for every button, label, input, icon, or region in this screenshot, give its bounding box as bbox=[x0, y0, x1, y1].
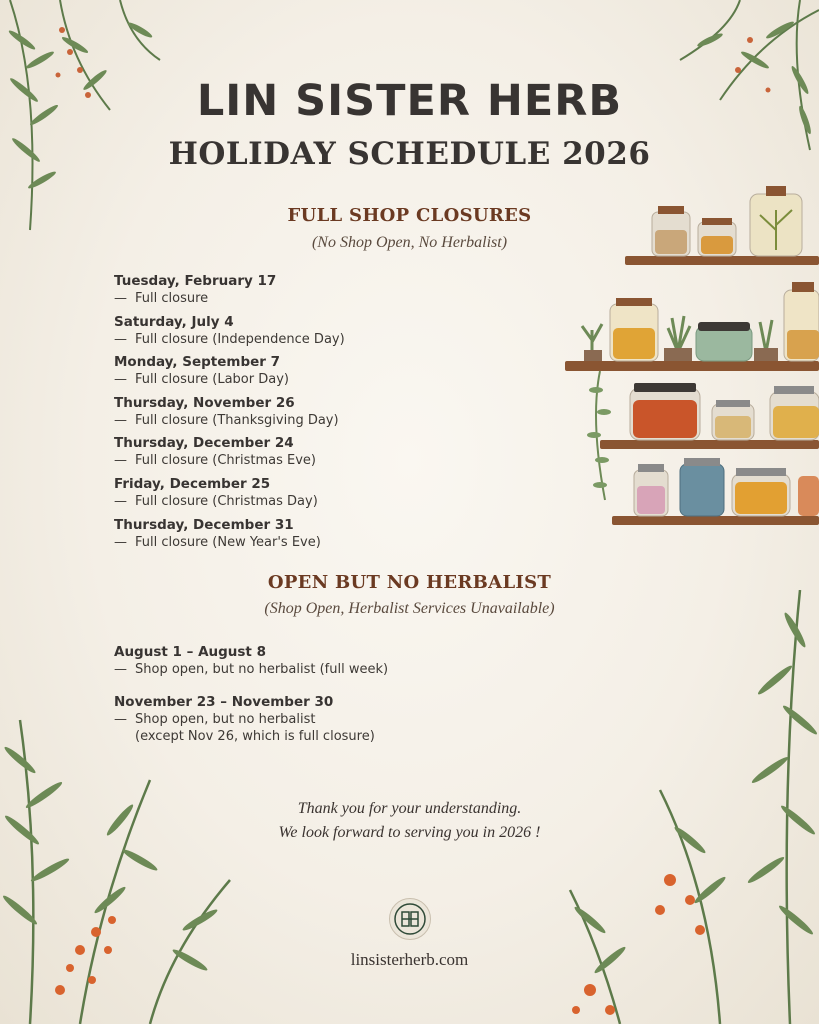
closure-description: Full closure bbox=[135, 291, 209, 306]
foliage-bottom-left-decoration bbox=[0, 700, 240, 1024]
closure-date: Saturday, July 4 bbox=[114, 314, 234, 330]
no-herbalist-entry bbox=[114, 693, 554, 745]
closure-entry bbox=[114, 516, 554, 551]
closure-description: Full closure (Labor Day) bbox=[135, 372, 289, 387]
closure-date: Friday, December 25 bbox=[114, 476, 271, 492]
no-herbalist-date: November 23 – November 30 bbox=[114, 694, 334, 710]
closure-entry bbox=[114, 434, 554, 469]
dash-marker: — bbox=[114, 372, 127, 387]
closure-date: Thursday, December 24 bbox=[114, 435, 294, 451]
dash-marker: — bbox=[114, 494, 127, 509]
closure-description: Full closure (Christmas Eve) bbox=[135, 453, 317, 468]
dash-marker: — bbox=[114, 453, 127, 468]
closure-date: Monday, September 7 bbox=[114, 354, 281, 370]
closure-entry bbox=[114, 394, 554, 429]
closure-entry bbox=[114, 353, 554, 388]
website-link[interactable]: linsisterherb.com bbox=[350, 950, 469, 969]
closure-description: Full closure (New Year's Eve) bbox=[135, 535, 321, 550]
shop-logo-icon bbox=[389, 898, 431, 940]
no-herbalist-note: (except Nov 26, which is full closure) bbox=[135, 729, 375, 744]
dash-marker: — bbox=[114, 332, 127, 347]
dash-marker: — bbox=[114, 413, 127, 428]
shop-name-title: LIN SISTER HERB bbox=[196, 76, 623, 126]
no-herbalist-date: August 1 – August 8 bbox=[114, 644, 266, 660]
closure-date: Tuesday, February 17 bbox=[114, 273, 277, 289]
dash-marker: — bbox=[114, 535, 127, 550]
thank-you-line: Thank you for your understanding. bbox=[297, 800, 522, 817]
closure-description: Full closure (Thanksgiving Day) bbox=[135, 413, 339, 428]
closure-date: Thursday, November 26 bbox=[114, 395, 295, 411]
no-herbalist-heading: OPEN BUT NO HERBALIST bbox=[267, 572, 552, 593]
closure-entry bbox=[114, 475, 554, 510]
closure-entry bbox=[114, 272, 554, 307]
no-herbalist-description: Shop open, but no herbalist bbox=[135, 712, 316, 727]
dash-marker: — bbox=[114, 291, 127, 306]
full-closures-heading: FULL SHOP CLOSURES bbox=[287, 205, 532, 226]
dash-marker: — bbox=[114, 712, 127, 727]
closure-date: Thursday, December 31 bbox=[114, 517, 294, 533]
full-closures-subheading: (No Shop Open, No Herbalist) bbox=[311, 234, 508, 251]
dash-marker: — bbox=[114, 662, 127, 677]
no-herbalist-entry bbox=[114, 643, 554, 678]
look-forward-line: We look forward to serving you in 2026 ! bbox=[278, 824, 541, 841]
closure-entry bbox=[114, 313, 554, 348]
closure-description: Full closure (Independence Day) bbox=[135, 332, 345, 347]
schedule-title: HOLIDAY SCHEDULE 2026 bbox=[168, 136, 651, 172]
closure-description: Full closure (Christmas Day) bbox=[135, 494, 318, 509]
no-herbalist-subheading: (Shop Open, Herbalist Services Unavailable) bbox=[264, 600, 555, 617]
no-herbalist-description: Shop open, but no herbalist (full week) bbox=[135, 662, 389, 677]
